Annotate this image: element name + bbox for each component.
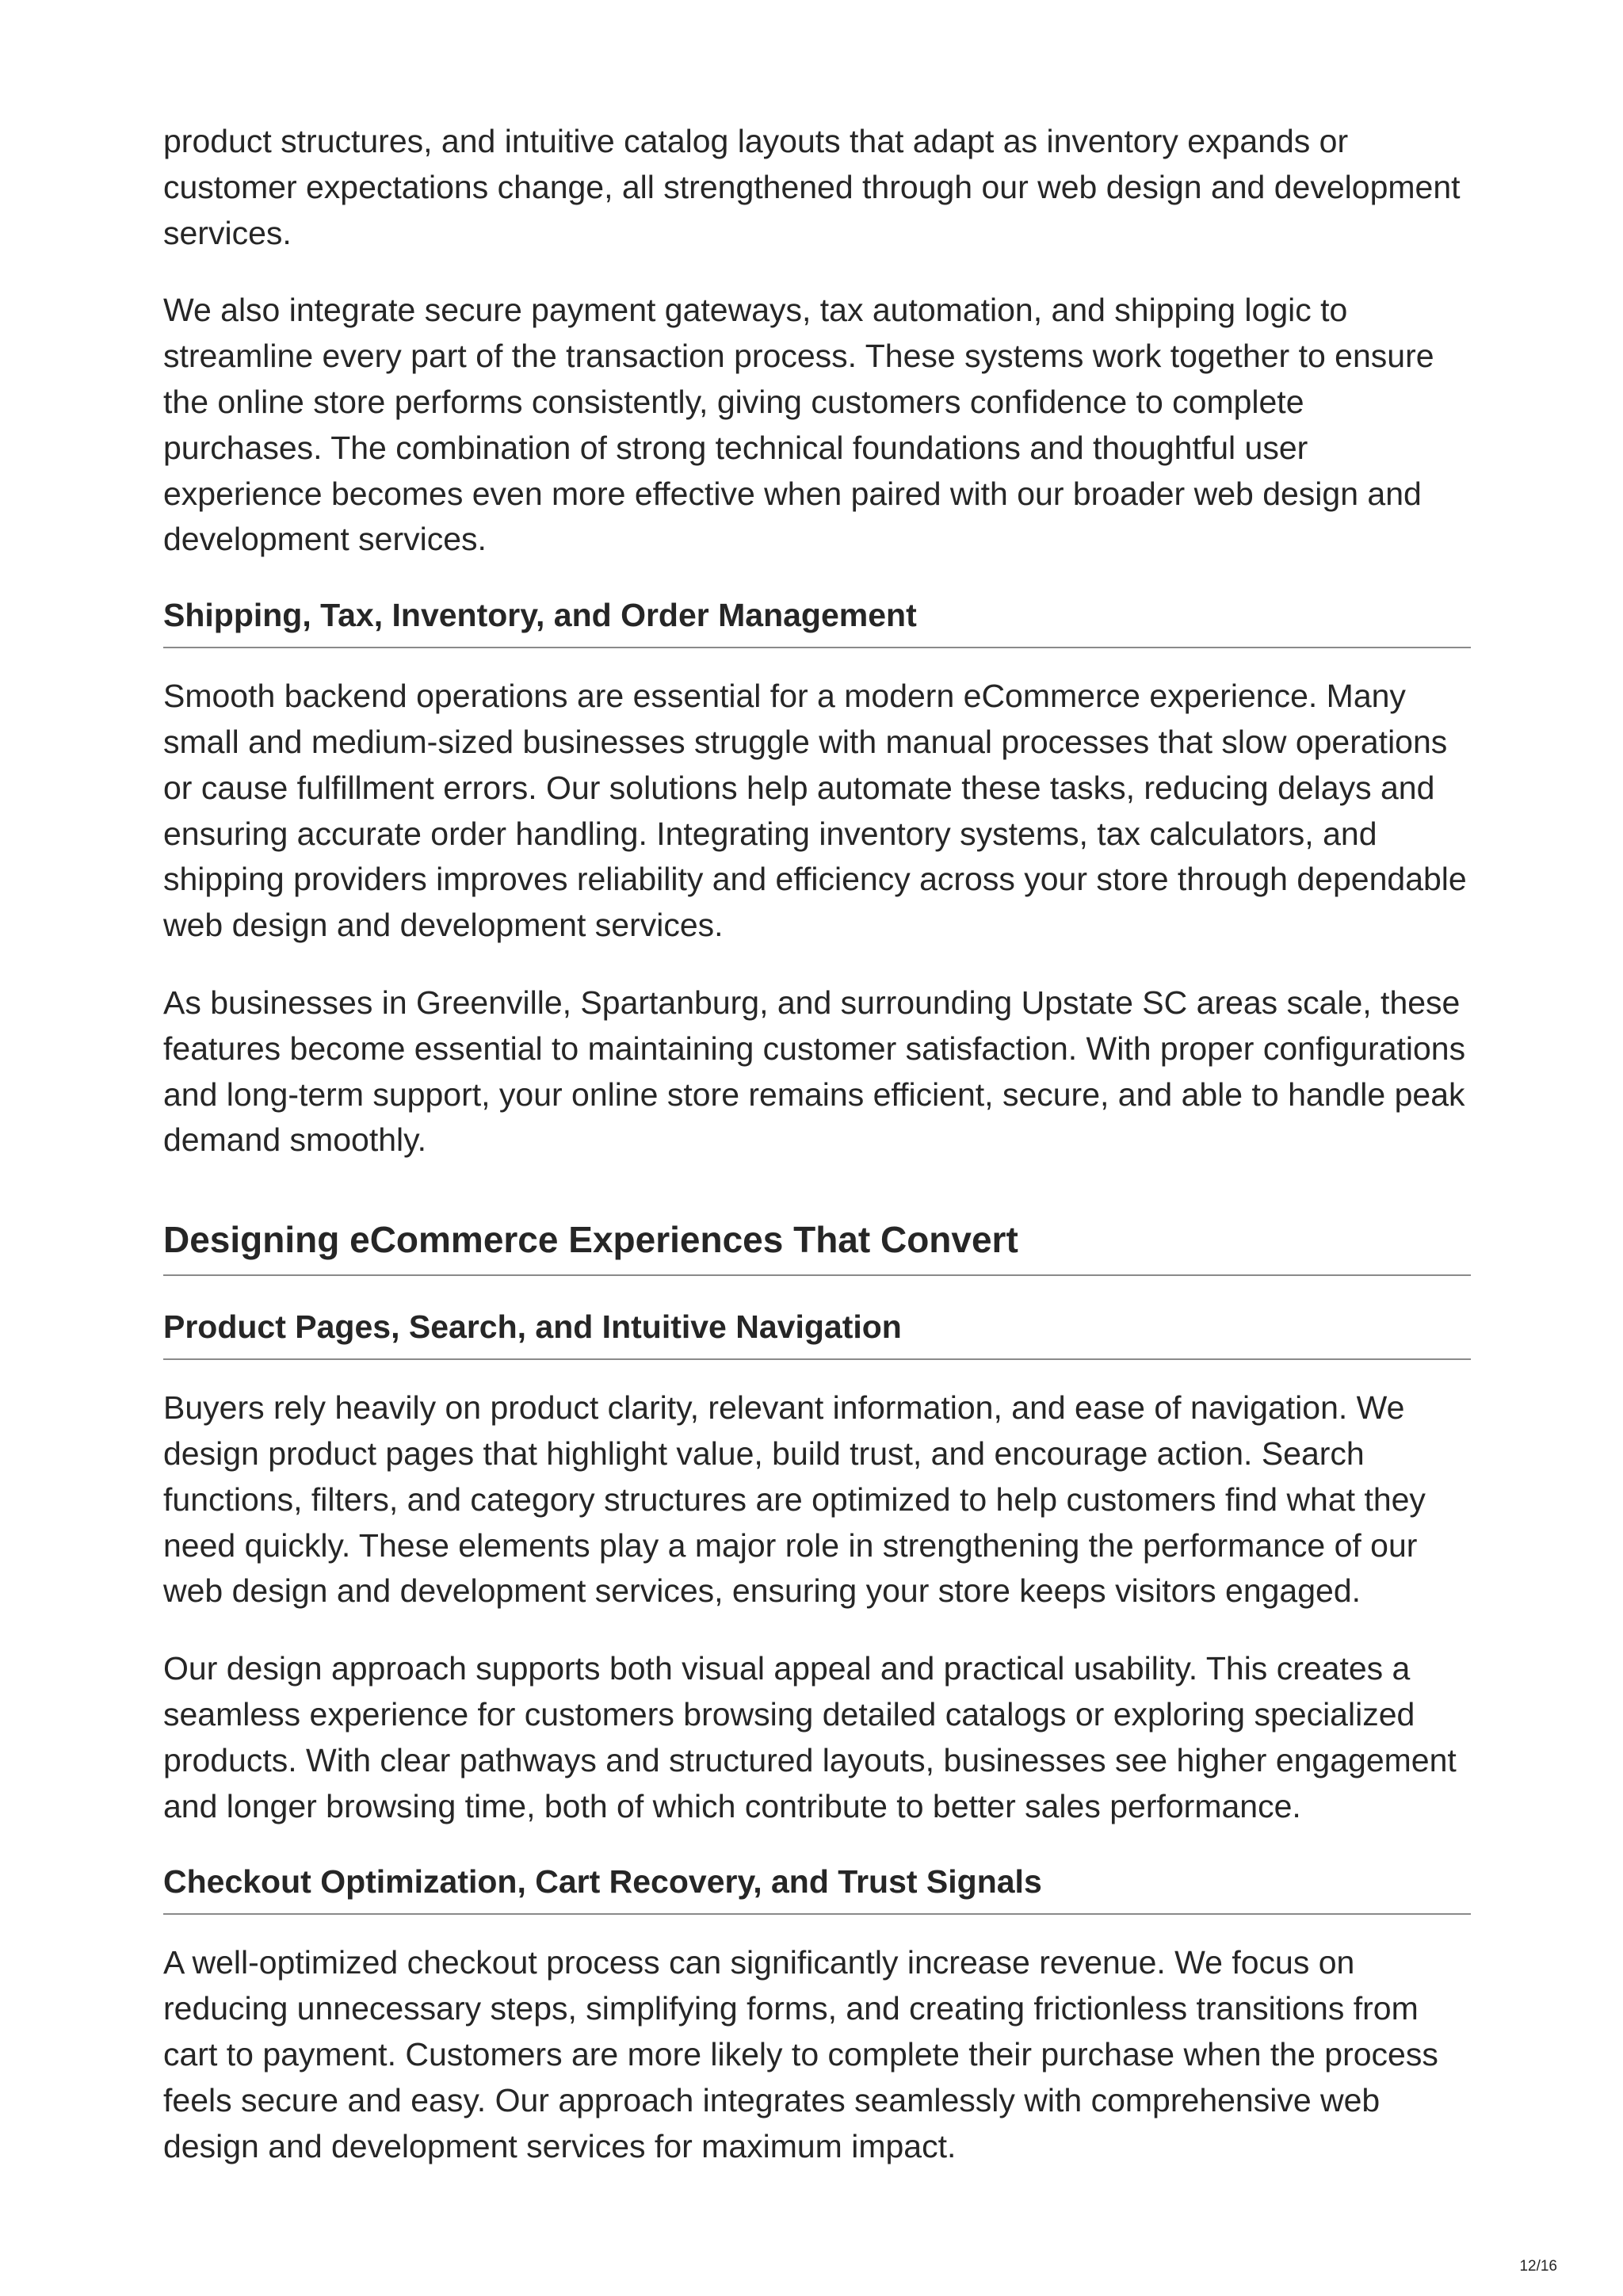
heading-shipping-tax-inventory: Shipping, Tax, Inventory, and Order Management <box>163 594 1471 648</box>
paragraph-buyers-rely: Buyers rely heavily on product clarity, relevant information, and ease of navigation. We design product pages that highlight value, build trust, and encourage action. Search functions, filters, and category structures are optimized to help customers find what they need quickly. These elements play a major role in strengthening the performance of our web design and development services, ensuring your store keeps visitors engaged. <box>163 1389 1426 1610</box>
paragraph-checkout-process: A well-optimized checkout process can significantly increase revenue. We focus on reducing unnecessary steps, simplifying forms, and creating frictionless transitions from cart to payment. Customers are more likely to complete their purchase when the process feels secure and easy. Our approach integrates seamlessly with comprehensive web design and development services for maximum impact. <box>163 1944 1438 2164</box>
paragraph-payment-integration: We also integrate secure payment gateways, tax automation, and shipping logic to streamline every part of the transaction process. These systems work together to ensure the online store performs consistently, giving customers confidence to complete purchases. The combination of strong technical foundations and thoughtful user experience becomes even more effective when paired with our broader web design and development services. <box>163 292 1434 558</box>
heading-designing-ecommerce: Designing eCommerce Experiences That Convert <box>163 1216 1471 1276</box>
paragraph-product-structures: product structures, and intuitive catalog layouts that adapt as inventory expands or customer expectations change, all strengthened through our web design and development services. <box>163 123 1461 251</box>
paragraph-design-approach: Our design approach supports both visual appeal and practical usability. This creates a seamless experience for customers browsing detailed catalogs or exploring specialized products. With clear pathways and structured layouts, businesses see higher engagement and longer browsing time, both of which contribute to better sales performance. <box>163 1650 1457 1824</box>
document-body <box>163 119 1471 2201</box>
heading-product-pages: Product Pages, Search, and Intuitive Navigation <box>163 1306 1471 1360</box>
heading-checkout-optimization: Checkout Optimization, Cart Recovery, and Trust Signals <box>163 1861 1471 1915</box>
paragraph-backend-operations: Smooth backend operations are essential for a modern eCommerce experience. Many small and medium-sized businesses struggle with manual processes that slow operations or cause fulfillment errors. Our solutions help automate these tasks, reducing delays and ensuring accurate order handling. Integrating inventory systems, tax calculators, and shipping providers improves reliability and efficiency across your store through dependable web design and development services. <box>163 678 1467 944</box>
paragraph-upstate-businesses: As businesses in Greenville, Spartanburg, and surrounding Upstate SC areas scale, these features become essential to maintaining customer satisfaction. With proper configurations and long-term support, your online store remains efficient, secure, and able to handle peak demand smoothly. <box>163 984 1466 1159</box>
page-number: 12/16 <box>1519 2258 1557 2275</box>
